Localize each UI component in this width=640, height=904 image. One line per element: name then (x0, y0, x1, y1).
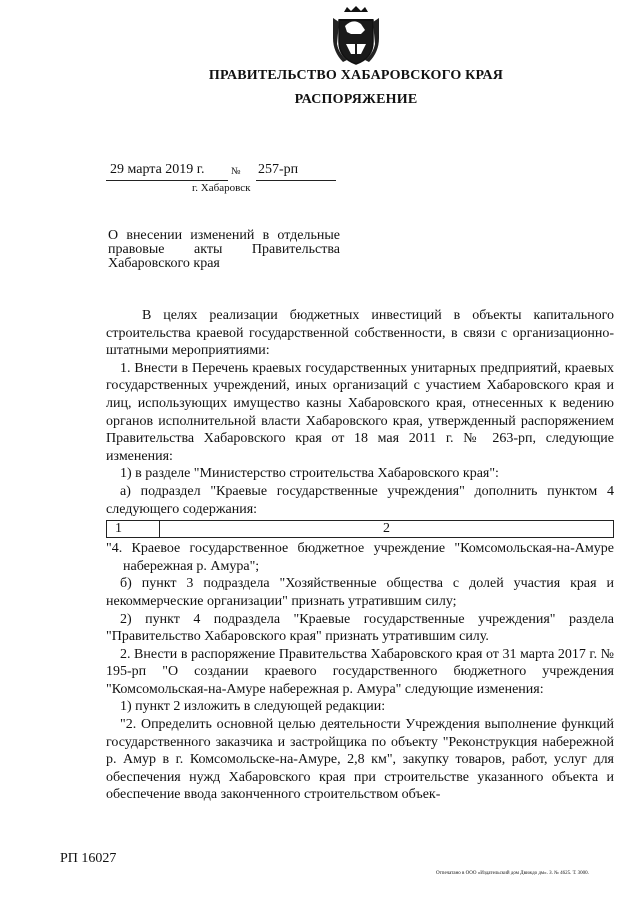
paragraph: 2) пункт 4 подраздела "Краевые государственные учреждения" раздела "Правительство Хабаровского края" признать утратившим силу. (106, 611, 614, 645)
coat-of-arms-emblem (331, 6, 381, 66)
document-body (106, 307, 614, 804)
date-underline (106, 180, 228, 181)
paragraph: б) пункт 3 подраздела "Хозяйственные общества с долей участия края и некоммерческие организации" признать утратившим силу; (106, 576, 614, 609)
paragraph: 1) пункт 2 изложить в следующей редакции: (120, 699, 386, 715)
printer-imprint: Отпечатано в ООО «Издательский дом Движдо дм». З. № 4625. Т. 3000. (436, 871, 589, 876)
paragraph: 1. Внести в Перечень краевых государственных унитарных предприятий, краевых государственных учреждений, иных организаций с участием Хабаровского края и лиц, использующих имущество казны Хабаровского края, отнесенных к ведению органов исполнительной власти Хабаровского края, утвержденный распоряжением Правительства Хабаровского края от 18 мая 2011 г. № 263-рп, следующие изменения: (106, 360, 614, 464)
number-underline (256, 180, 336, 181)
government-title: ПРАВИТЕЛЬСТВО ХАБАРОВСКОГО КРАЯ (208, 68, 504, 83)
column-number-table (106, 520, 614, 538)
table-cell-col1: 1 (107, 521, 160, 538)
document-number: 257-рп (258, 162, 299, 177)
paragraph: 1) в разделе "Министерство строительства Хабаровского края": (120, 466, 499, 482)
quoted-list-item: "4. Краевое государственное бюджетное учреждение "Комсомольская-на-Амуре набережная р. Амура"; (106, 541, 614, 574)
paragraph: "2. Определить основной целью деятельности Учреждения выполнение функций государственного заказчика и застройщика по объекту "Реконструкция набережной р. Амур в г. Комсомольске-на-Амуре, 2,8 км", закупку товаров, работ, услуг для обеспечения нужд Хабаровского края при строительстве указанного объекта и обеспечение ввода законченного строительством объек- (106, 717, 614, 803)
table-cell-col2: 2 (160, 521, 614, 538)
number-label: № (231, 166, 241, 177)
paragraph: В целях реализации бюджетных инвестиций в объекты капитального строительства краевой государственной собственности, в связи с организационно-штатными мероприятиями: (106, 308, 614, 359)
document-city: г. Хабаровск (192, 182, 251, 194)
document-type-title: РАСПОРЯЖЕНИЕ (294, 92, 418, 107)
document-subject: О внесении изменений в отдельные правовые акты Правительства Хабаровского края (108, 228, 340, 271)
paragraph: а) подраздел "Краевые государственные учреждения" дополнить пунктом 4 следующего содержания: (106, 483, 614, 517)
document-code: РП 16027 (60, 851, 117, 866)
document-date: 29 марта 2019 г. (110, 162, 205, 177)
paragraph: 2. Внести в распоряжение Правительства Хабаровского края от 31 марта 2017 г. № 195-рп "О создании краевого государственного бюджетного учреждения "Комсомольская-на-Амуре набережная р. Амура" следующие изменения: (106, 646, 614, 697)
